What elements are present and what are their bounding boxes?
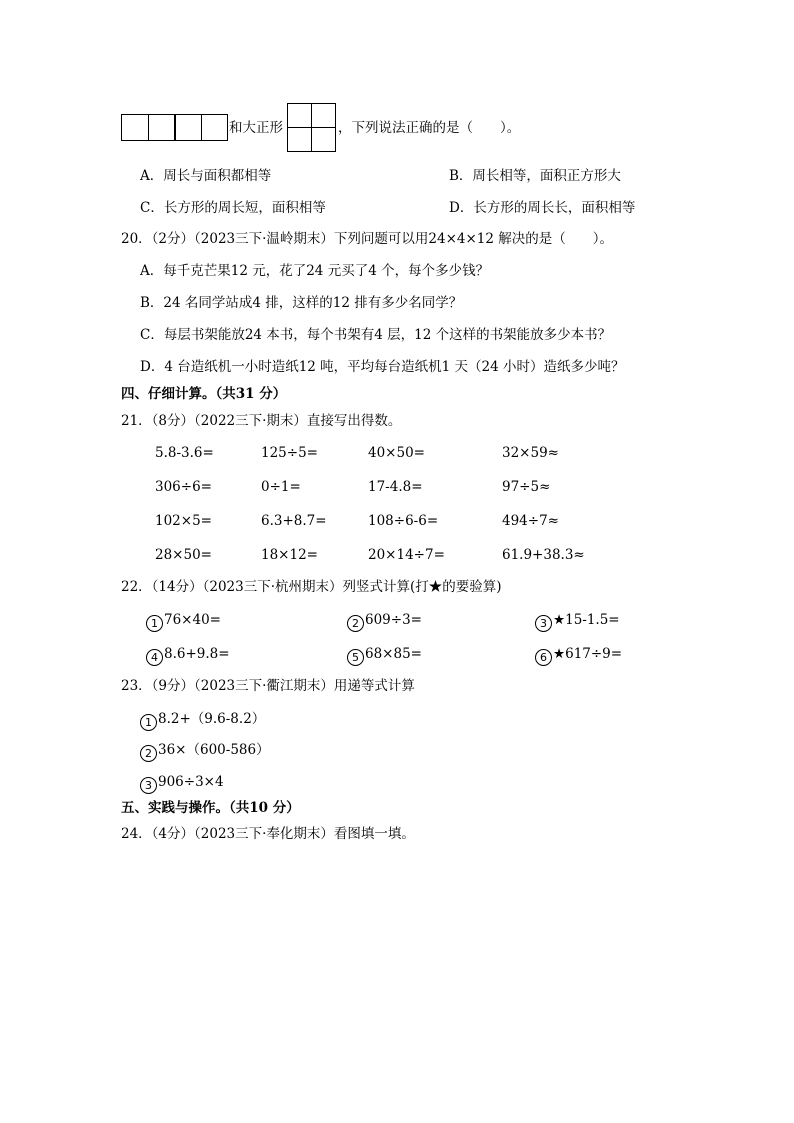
q19-option-a[interactable]: A．周长与面积都相等 (140, 168, 272, 184)
oral-calc-item: 6.3+8.7= (261, 513, 327, 529)
q21-header: 21．（8分）（2022三下·期末）直接写出得数。 (121, 413, 402, 429)
circled-number: 6 (535, 649, 552, 666)
q22-item-text: 609÷3= (365, 612, 422, 628)
circled-number: 3 (535, 615, 552, 632)
circled-number: 3 (140, 777, 157, 794)
q22-item-5 (347, 645, 422, 666)
q23-item-1 (140, 710, 265, 731)
q22-item-4 (146, 645, 230, 666)
circled-number: 5 (347, 649, 364, 666)
section-4-title: 四、仔细计算。（共31 分） (121, 386, 287, 402)
q23-item-3 (140, 773, 224, 794)
q22-item-text: 8.6+9.8= (164, 646, 230, 662)
circled-number: 2 (347, 615, 364, 632)
q23-item-text: 8.2+（9.6-8.2） (158, 711, 266, 727)
q22-item-text: ★15-1.5= (553, 612, 620, 628)
oral-calc-item: 32×59≈ (502, 445, 559, 461)
q19-text-rest: ，下列说法正确的是（ ）。 (338, 120, 521, 136)
oral-calc-item: 97÷5≈ (502, 479, 551, 495)
oral-calc-item: 0÷1= (261, 479, 301, 495)
circled-number: 2 (140, 745, 157, 762)
q23-item-text: 36×（600-586） (158, 742, 270, 758)
oral-calc-item: 306÷6= (155, 479, 212, 495)
circled-number: 1 (146, 615, 163, 632)
oral-calc-item: 61.9+38.3≈ (502, 547, 585, 563)
rect-cell (174, 114, 202, 141)
q22-item-text: 68×85= (365, 646, 422, 662)
oral-calc-item: 17-4.8= (368, 479, 423, 495)
q22-item-3 (535, 611, 620, 632)
q19-text-and: 和大正形 (229, 120, 283, 136)
rect-cell (148, 114, 176, 141)
q23-item-2 (140, 741, 270, 762)
square-cell (287, 127, 312, 152)
square-cell (311, 103, 336, 128)
q24-header: 24．（4分）（2023三下·奉化期末）看图填一填。 (121, 826, 415, 842)
oral-calc-item: 28×50= (155, 547, 212, 563)
q20-option-b[interactable]: B．24 名同学站成4 排，这样的12 排有多少名同学？ (140, 295, 463, 311)
q22-item-2 (347, 611, 422, 632)
q22-item-text: ★617÷9= (553, 646, 623, 662)
square-cell (311, 127, 336, 152)
q23-header: 23．（9分）（2023三下·衢江期末）用递等式计算 (121, 678, 415, 694)
rect-cell (121, 114, 149, 141)
square-cell (287, 103, 312, 128)
oral-calc-item: 108÷6-6= (368, 513, 439, 529)
q20-option-a[interactable]: A．每千克芒果12 元，花了24 元买了4 个，每个多少钱？ (140, 263, 490, 279)
oral-calc-item: 102×5= (155, 513, 212, 529)
section-5-title: 五、实践与操作。（共10 分） (121, 800, 300, 816)
q20-header: 20．（2分）（2023三下·温岭期末）下列问题可以用24×4×12 解决的是（ ）。 (121, 231, 614, 247)
q19-option-d[interactable]: D．长方形的周长长，面积相等 (449, 200, 636, 216)
q23-item-text: 906÷3×4 (158, 774, 224, 790)
circled-number: 4 (146, 649, 163, 666)
rect-cell (201, 114, 228, 141)
circled-number: 1 (140, 714, 157, 731)
q22-item-6 (535, 645, 622, 666)
oral-calc-item: 494÷7≈ (502, 513, 559, 529)
q19-option-c[interactable]: C．长方形的周长短，面积相等 (140, 200, 326, 216)
oral-calc-item: 125÷5= (261, 445, 318, 461)
q20-option-c[interactable]: C．每层书架能放24 本书，每个书架有4 层，12 个这样的书架能放多少本书？ (140, 327, 612, 343)
q22-item-1 (146, 611, 221, 632)
q22-header: 22．（14分）（2023三下·杭州期末）列竖式计算(打★的要验算) (121, 579, 502, 595)
oral-calc-item: 5.8-3.6= (155, 445, 214, 461)
q20-option-d[interactable]: D．4 台造纸机一小时造纸12 吨，平均每台造纸机1 天（24 小时）造纸多少吨？ (140, 359, 625, 375)
oral-calc-item: 18×12= (261, 547, 318, 563)
q19-option-b[interactable]: B．周长相等，面积正方形大 (449, 168, 621, 184)
oral-calc-item: 40×50= (368, 445, 425, 461)
oral-calc-item: 20×14÷7= (368, 547, 445, 563)
q22-item-text: 76×40= (164, 612, 221, 628)
